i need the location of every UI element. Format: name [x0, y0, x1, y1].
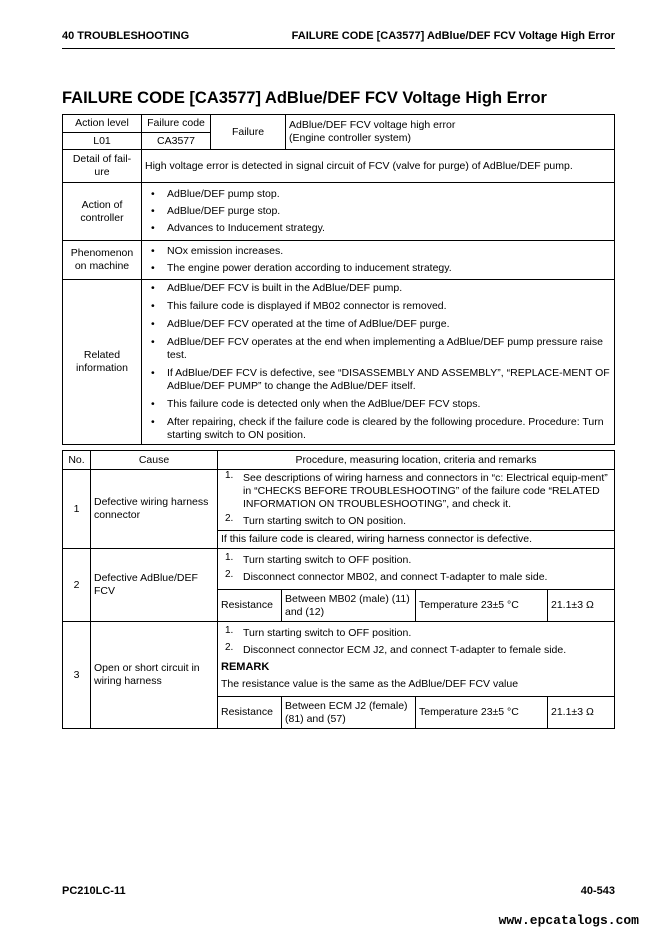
related-list — [145, 282, 611, 442]
list-item: • AdBlue/DEF purge stop. — [145, 203, 611, 220]
failure-info-table — [62, 114, 615, 445]
page-header — [62, 30, 615, 44]
header-no: No. — [63, 451, 91, 470]
row-no: 1 — [63, 470, 91, 549]
failure-code-label: Failure code — [142, 115, 211, 133]
page-title: FAILURE CODE [CA3577] AdBlue/DEF FCV Voltage High Error — [62, 89, 547, 107]
meas-value: 21.1±3 Ω — [548, 697, 615, 729]
failure-description — [286, 115, 615, 150]
action-label: Action of controller — [63, 183, 142, 241]
step-item: 1. Turn starting switch to OFF position. — [225, 625, 412, 639]
step-item: 2. Turn starting switch to ON position. — [225, 513, 407, 527]
list-item: • This failure code is detected only when the AdBlue/DEF FCV stops. — [145, 398, 611, 411]
meas-between: Between ECM J2 (female) (81) and (57) — [282, 697, 416, 729]
header-cause: Cause — [91, 451, 218, 470]
list-item: • If AdBlue/DEF FCV is defective, see “DISASSEMBLY AND ASSEMBLY”, “REPLACE-MENT OF AdBlue/DEF PUMP” to change the AdBlue/DEF itself. — [145, 367, 611, 393]
remark-label: REMARK — [221, 661, 270, 673]
step-item: 1. See descriptions of wiring harness and connectors in “c: Electrical equip-ment” in “CHECKS BEFORE TROUBLESHOOTING” of the failure code “RELATED INFORMATION ON TROUBLESHOOTING”, and check it. — [225, 470, 608, 510]
row-cause: Defective wiring harness connector — [91, 470, 218, 549]
list-item: • AdBlue/DEF FCV is built in the AdBlue/DEF pump. — [145, 282, 611, 295]
related-label: Related information — [63, 280, 142, 445]
failure-code-value: CA3577 — [142, 133, 211, 150]
detail-text: High voltage error is detected in signal circuit of FCV (valve for purge) of AdBlue/DEF pump. — [142, 150, 615, 183]
meas-condition: Temperature 23±5 °C — [416, 697, 548, 729]
step-list — [221, 625, 611, 659]
meas-type: Resistance — [218, 590, 282, 622]
cause-table — [62, 450, 615, 729]
list-item: • AdBlue/DEF pump stop. — [145, 186, 611, 203]
model-number: PC210LC-11 — [62, 885, 126, 897]
list-item: • The engine power deration according to inducement strategy. — [145, 260, 611, 277]
list-item: • NOx emission increases. — [145, 243, 611, 260]
failure-label: Failure — [211, 115, 286, 150]
list-item: • This failure code is displayed if MB02 connector is removed. — [145, 300, 611, 313]
step-item: 2. Disconnect connector MB02, and connect T-adapter to male side. — [225, 569, 548, 583]
header-section: 40 TROUBLESHOOTING — [62, 30, 190, 42]
page-number: 40-543 — [580, 885, 615, 897]
phenomenon-label: Phenomenon on machine — [63, 241, 142, 280]
action-level-label: Action level — [63, 115, 142, 133]
meas-value: 21.1±3 Ω — [548, 590, 615, 622]
step-list — [221, 552, 611, 586]
detail-label: Detail of fail-ure — [63, 150, 142, 183]
row-cause: Open or short circuit in wiring harness — [91, 622, 218, 729]
meas-between: Between MB02 (male) (11) and (12) — [282, 590, 416, 622]
list-item: • AdBlue/DEF FCV operated at the time of AdBlue/DEF purge. — [145, 318, 611, 331]
meas-type: Resistance — [218, 697, 282, 729]
remark-text: The resistance value is the same as the AdBlue/DEF FCV value — [221, 678, 519, 690]
list-item: • Advances to Inducement strategy. — [145, 220, 611, 237]
row-cause: Defective AdBlue/DEF FCV — [91, 549, 218, 622]
watermark: www.epcatalogs.com — [498, 913, 639, 928]
phenomenon-list — [145, 243, 611, 277]
step-item: 2. Disconnect connector ECM J2, and connect T-adapter to female side. — [225, 642, 567, 656]
list-item: • After repairing, check if the failure code is cleared by the following procedure. Procedure: Turn starting switch to ON position. — [145, 416, 611, 442]
row-no: 2 — [63, 549, 91, 622]
row-note: If this failure code is cleared, wiring harness connector is defective. — [218, 531, 615, 549]
header-title: FAILURE CODE [CA3577] AdBlue/DEF FCV Voltage High Error — [291, 30, 615, 42]
step-list — [221, 472, 611, 528]
action-level-value: L01 — [63, 133, 142, 150]
list-item: • AdBlue/DEF FCV operates at the end when implementing a AdBlue/DEF pump pressure raise test. — [145, 336, 611, 362]
header-procedure: Procedure, measuring location, criteria and remarks — [218, 451, 615, 470]
failure-line-1: AdBlue/DEF FCV voltage high error — [289, 119, 456, 131]
failure-line-2: (Engine controller system) — [289, 132, 411, 144]
step-item: 1. Turn starting switch to OFF position. — [225, 552, 412, 566]
meas-condition: Temperature 23±5 °C — [416, 590, 548, 622]
row-no: 3 — [63, 622, 91, 729]
header-divider — [62, 48, 615, 49]
action-list — [145, 186, 611, 237]
